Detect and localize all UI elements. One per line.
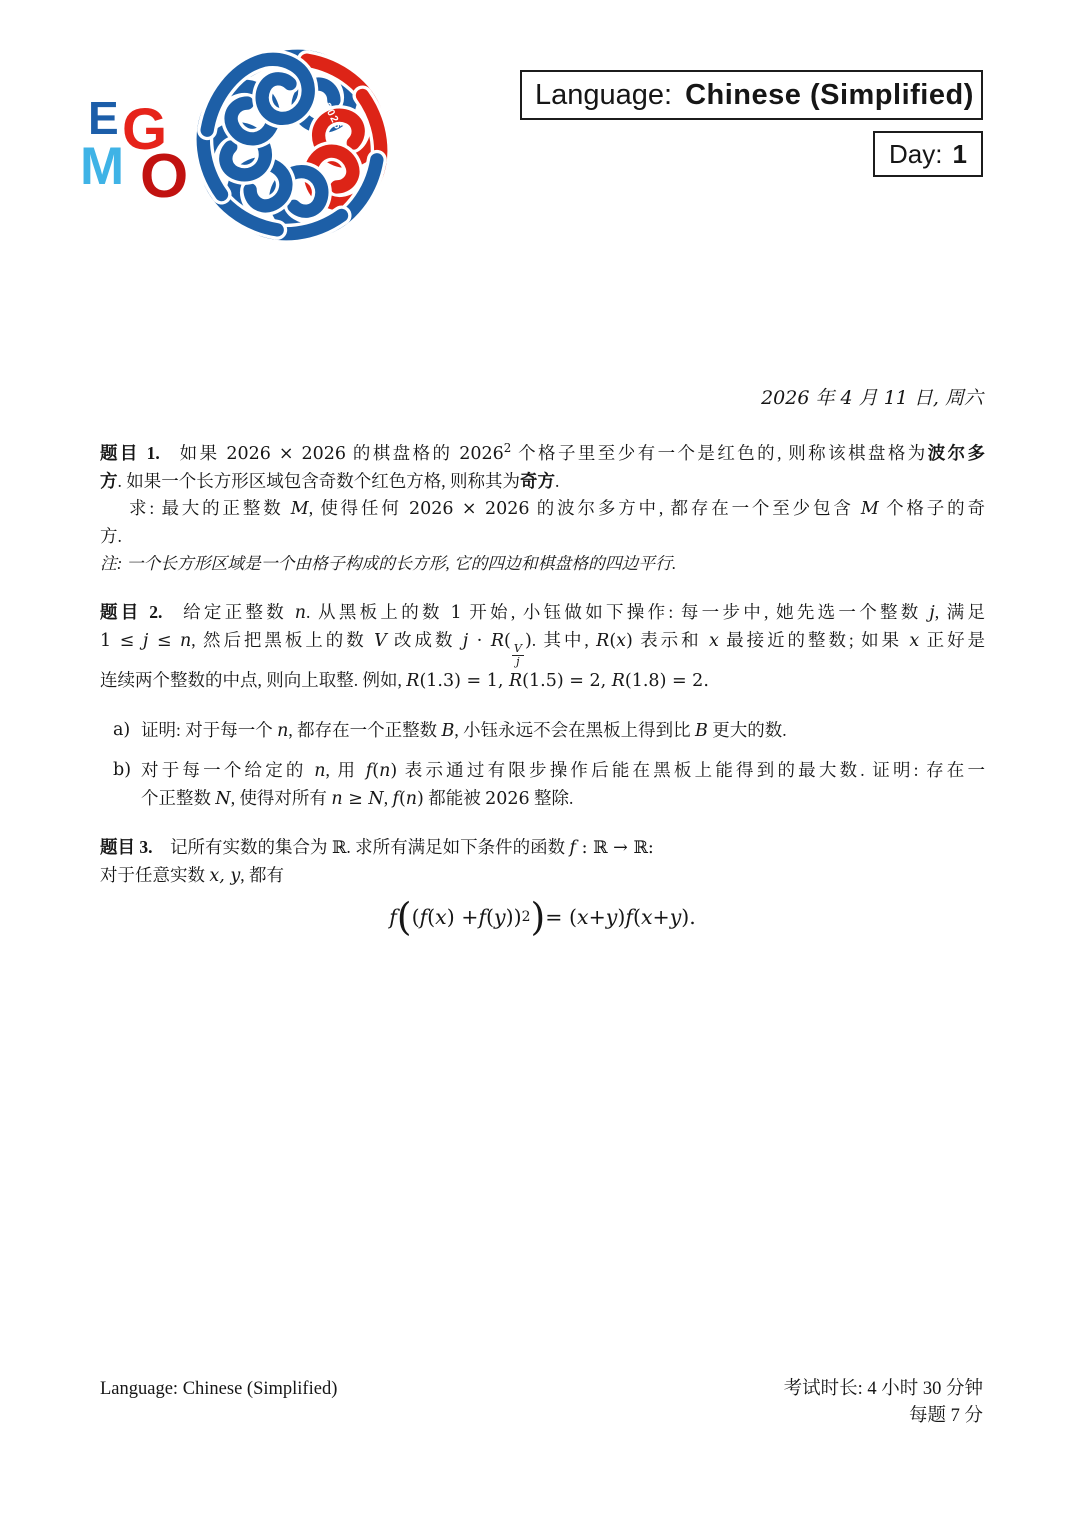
problem-3-line-2: 对于任意实数 x, y, 都有 bbox=[100, 865, 285, 887]
knot-icon bbox=[192, 45, 392, 245]
item-b-label: b) bbox=[113, 760, 132, 781]
problem-3-formula: f ( ( f ( x ) + f ( y )) 2 ) = ( x + y ) f ( x + y ). bbox=[389, 895, 696, 940]
problem-2-item-a bbox=[100, 717, 985, 745]
problem-1-ask-line-2: 方. bbox=[100, 526, 122, 546]
logo-letter-e: E bbox=[88, 92, 119, 144]
day-box bbox=[873, 131, 983, 177]
logo-letter-g: G bbox=[122, 97, 168, 162]
item-a-label: a) bbox=[113, 720, 131, 741]
language-label: Language: bbox=[535, 78, 673, 111]
problem-2-line-2: 1 ≤ j ≤ n, 然后把黑板上的数 V 改成数 j · R( $\frac{V}{j}$ ). 其中, R(x) 表示和 x 最接近的整数; 如果 x 正好是 bbox=[100, 630, 986, 668]
problem-1-ask-line-1: 求: 最大的正整数 M, 使得任何 2026 × 2026 的波尔多方中, 都存在一个至少包含 M 个格子的奇 bbox=[129, 498, 985, 519]
problem-2-line-3: 连续两个整数的中点, 则向上取整. 例如, R(1.3) = 1, R(1.5) = 2, R(1.8) = 2. bbox=[100, 670, 709, 692]
page-footer bbox=[100, 1376, 983, 1430]
problems-content bbox=[100, 440, 985, 940]
svg-text:2026: 2026 bbox=[320, 101, 344, 133]
problem-3-line-1: 题目 3. 记所有实数的集合为 ℝ. 求所有满足如下条件的函数 f : ℝ → ℝ: bbox=[100, 837, 654, 859]
logo-letter-m: M bbox=[80, 137, 125, 196]
egmo-letters-logo bbox=[80, 88, 210, 218]
item-b-text bbox=[141, 757, 985, 813]
problem-1-line-2: 方. 如果一个长方形区域包含奇数个红色方格, 则称其为奇方. bbox=[100, 471, 560, 491]
problem-2 bbox=[100, 599, 985, 695]
language-value: Chinese (Simplified) bbox=[685, 78, 974, 111]
footer-duration: 考试时长: 4 小时 30 分钟 bbox=[783, 1379, 983, 1399]
footer-points: 每题 7 分 bbox=[908, 1406, 983, 1426]
problem-1 bbox=[100, 440, 985, 577]
footer-exam-info bbox=[784, 1376, 983, 1430]
problem-3 bbox=[100, 834, 985, 940]
item-a-line-1: 证明: 对于每一个 n, 都存在一个正整数 B, 小钰永远不会在黑板上得到比 B 更大的数. bbox=[141, 720, 787, 742]
day-value: 1 bbox=[952, 138, 967, 169]
item-b-line-2: 个正整数 N, 使得对所有 n ≥ N, f(n) 都能被 2026 整除. bbox=[141, 788, 574, 810]
problem-1-note: 注: 一个长方形区域是一个由格子构成的长方形, 它的四边和棋盘格的四边平行. bbox=[100, 554, 677, 573]
problem-2-line-1: 题目 2. 给定正整数 n. 从黑板上的数 1 开始, 小钰做如下操作: 每一步中, 她先选一个整数 j, 满足 bbox=[100, 602, 986, 623]
language-box bbox=[520, 70, 983, 120]
logo-letter-o: O bbox=[140, 142, 189, 211]
problem-2-item-b bbox=[100, 757, 985, 813]
item-a-text bbox=[141, 717, 985, 745]
day-label: Day: bbox=[889, 138, 943, 169]
item-b-line-1: 对于每一个给定的 n, 用 f(n) 表示通过有限步操作后能在黑板上能得到的最大数. 证明: 存在一 bbox=[141, 760, 986, 782]
footer-language: Language: Chinese (Simplified) bbox=[100, 1379, 338, 1399]
egmo-knot-logo bbox=[192, 45, 392, 245]
exam-date: 2026 年 4 月 11 日, 周六 bbox=[761, 387, 983, 409]
problem-1-line-1: 题目 1. 如果 2026 × 2026 的棋盘格的 2026$^2$ 个格子里至少有一个是红色的, 则称该棋盘格为波尔多 bbox=[100, 441, 986, 464]
